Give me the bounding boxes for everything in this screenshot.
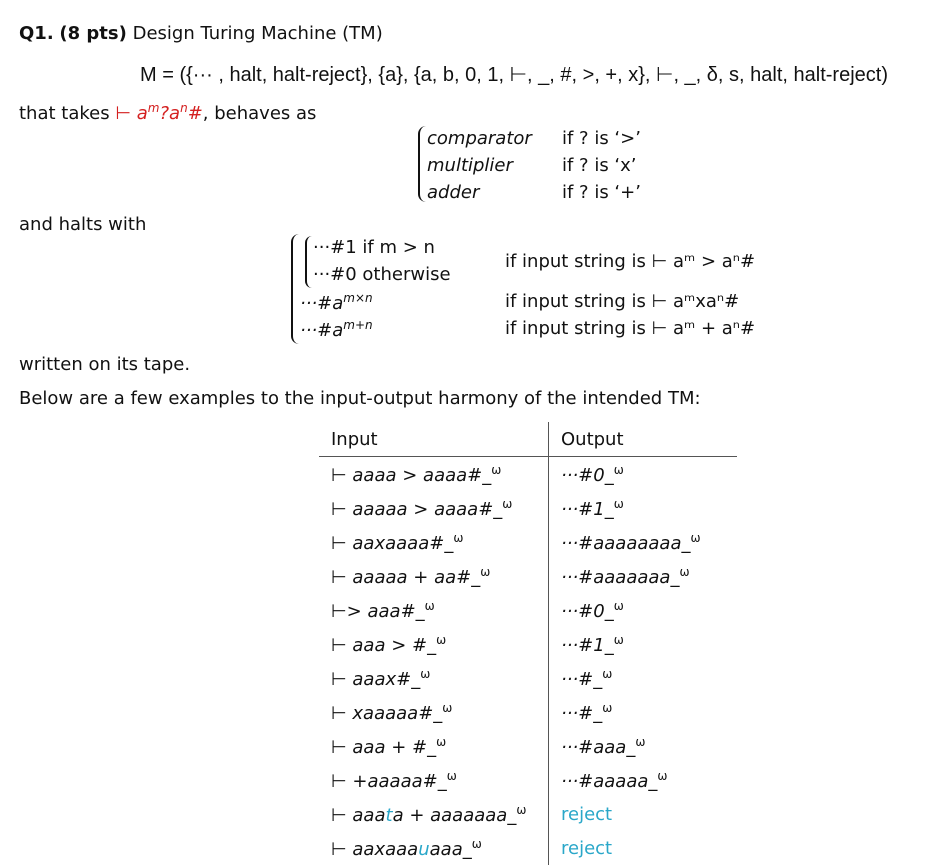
- table-row: [319, 729, 737, 763]
- outer-brace: [291, 234, 299, 344]
- input-cell: ⊢ aaa + #_$^\omega$: [319, 729, 549, 763]
- table-row: [319, 491, 737, 525]
- halts-label: and halts with: [19, 214, 147, 235]
- table-row: [319, 627, 737, 661]
- output-add: $\cdot\cdot\cdot\#a^{m+n}$: [300, 318, 373, 341]
- output-cell: ···#1_$^\omega$: [561, 496, 624, 520]
- output-cell: ···#0_$^\omega$: [561, 462, 624, 486]
- cond-cmp: if input string is ⊢ aᵐ > aⁿ#: [505, 251, 756, 272]
- input-cell: ⊢ aaa > #_$^\omega$: [319, 627, 549, 661]
- mode-condition: if ? is ‘x’: [562, 155, 637, 176]
- table-row: [319, 797, 737, 831]
- output-cell: ···#_$^\omega$: [561, 666, 613, 690]
- input-cell: ⊢ +aaaaa#_$^\omega$: [319, 763, 549, 797]
- output-cmp1: ···#1 if m > n: [313, 237, 435, 258]
- output-cmp0: ···#0 otherwise: [313, 264, 451, 285]
- written-text: written on its tape.: [19, 354, 191, 375]
- output-cell: ···#_$^\omega$: [561, 700, 613, 724]
- input-cell: ⊢ aaxaaaa#_$^\omega$: [319, 525, 549, 559]
- input-cell: ⊢ aaaa > aaaa#_$^\omega$: [319, 457, 549, 492]
- input-cell: ⊢ aaaaa + aa#_$^\omega$: [319, 559, 549, 593]
- takes-post: , behaves as: [202, 103, 317, 124]
- table-row: [319, 525, 737, 559]
- mode-brace: [418, 126, 426, 202]
- output-cell: ···#1_$^\omega$: [561, 632, 624, 656]
- mode-multiplier: multiplier: [427, 155, 513, 176]
- inner-brace: [305, 236, 312, 288]
- mode-comparator: comparator: [427, 128, 532, 149]
- takes-text: that takes: [19, 103, 110, 124]
- output-cell: reject: [561, 803, 613, 825]
- table-header-row: [319, 422, 737, 457]
- question-points: (8 pts): [59, 23, 127, 44]
- input-cell: ⊢ xaaaaa#_$^\omega$: [319, 695, 549, 729]
- table-row: [319, 593, 737, 627]
- output-cell: ···#aaaaaaaa_$^\omega$: [561, 530, 701, 554]
- mode-condition: if ? is ‘>’: [562, 128, 641, 149]
- cond-add: if input string is ⊢ aᵐ + aⁿ#: [505, 318, 756, 339]
- table-row: [319, 831, 737, 865]
- table-row: [319, 457, 737, 492]
- question-title: Design Turing Machine (TM): [132, 23, 383, 44]
- table-row: [319, 695, 737, 729]
- input-cell: ⊢> aaa#_$^\omega$: [319, 593, 549, 627]
- output-cell: ···#0_$^\omega$: [561, 598, 624, 622]
- invalid-char: u: [418, 838, 430, 860]
- input-cell: ⊢ aaata + aaaaaaa_$^\omega$: [319, 797, 549, 831]
- table-row: [319, 661, 737, 695]
- header-output: Output: [549, 422, 738, 457]
- mode-adder: adder: [427, 182, 480, 203]
- output-cell: reject: [561, 837, 613, 859]
- output-cell: ···#aaaaaaa_$^\omega$: [561, 564, 690, 588]
- takes-line: [19, 101, 316, 124]
- examples-table: [319, 422, 737, 865]
- examples-intro: Below are a few examples to the input-output harmony of the intended TM:: [19, 388, 701, 409]
- input-cell: ⊢ aaax#_$^\omega$: [319, 661, 549, 695]
- tm-definition: M = ({··· , halt, halt-reject}, {a}, {a, b, 0, 1, ⊢, _, #, >, +, x}, ⊢, _, δ, s, halt, halt-reject): [140, 64, 888, 86]
- table-row: [319, 763, 737, 797]
- input-form: ⊢ $a^m?a^n\#$: [115, 101, 203, 124]
- table-row: [319, 559, 737, 593]
- header-input: Input: [319, 422, 549, 457]
- question-header: [19, 23, 383, 44]
- invalid-char: t: [385, 804, 393, 826]
- input-cell: ⊢ aaxaaauaaa_$^\omega$: [319, 831, 549, 865]
- question-number: Q1.: [19, 23, 54, 44]
- output-mul: $\cdot\cdot\cdot\#a^{m\times n}$: [300, 291, 373, 314]
- output-cell: ···#aaa_$^\omega$: [561, 734, 646, 758]
- mode-condition: if ? is ‘+’: [562, 182, 641, 203]
- output-cell: ···#aaaaa_$^\omega$: [561, 768, 668, 792]
- cond-mul: if input string is ⊢ aᵐxaⁿ#: [505, 291, 740, 312]
- input-cell: ⊢ aaaaa > aaaa#_$^\omega$: [319, 491, 549, 525]
